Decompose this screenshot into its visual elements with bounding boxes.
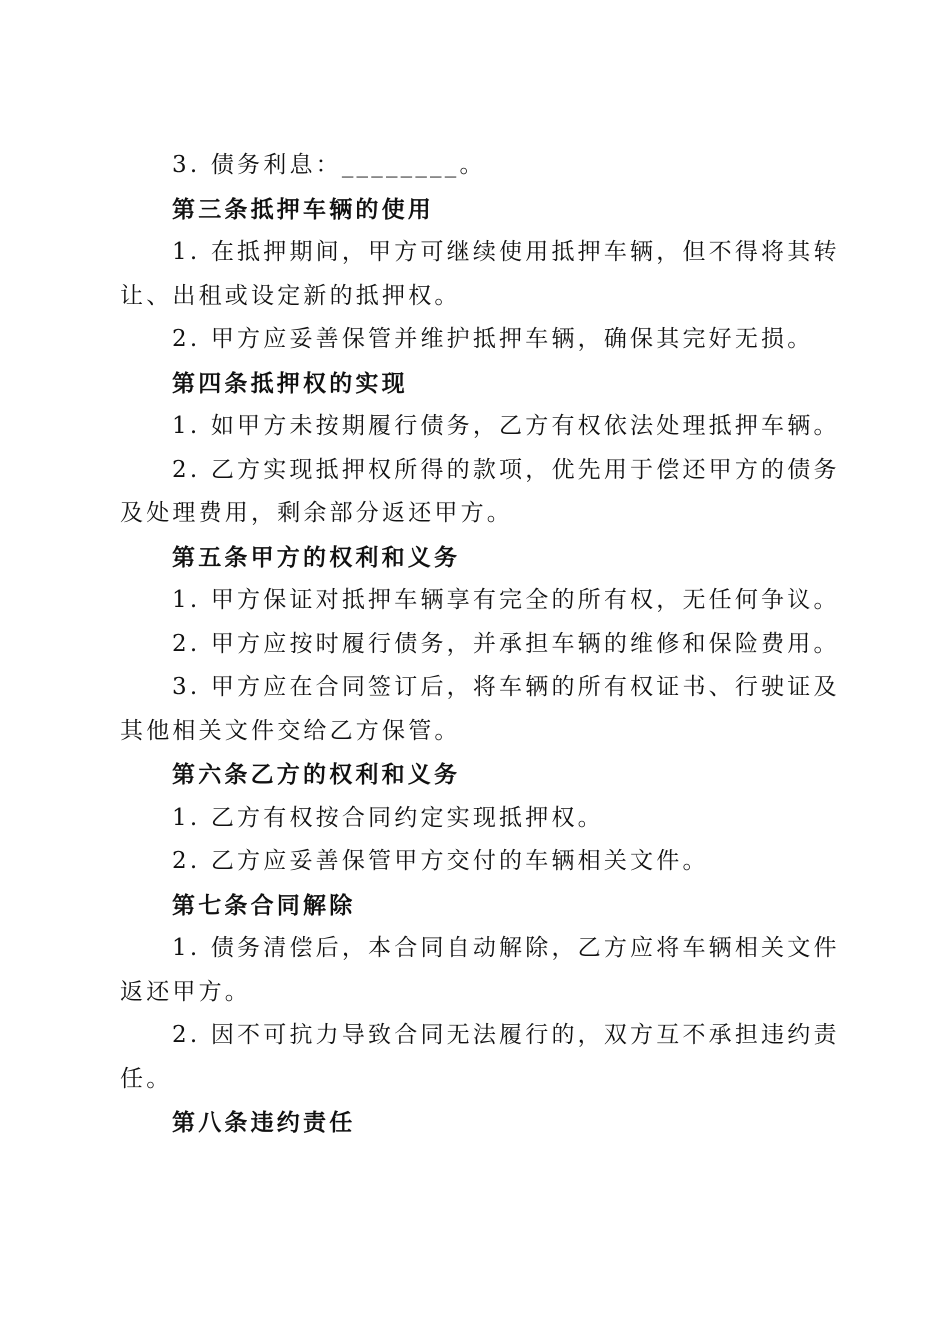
- article-4-item-2-cont: 及处理费用，剩余部分返还甲方。: [120, 500, 513, 526]
- article-3-item-1: 1. 在抵押期间，甲方可继续使用抵押车辆，但不得将其转: [172, 239, 840, 265]
- article-7-item-2: 2. 因不可抗力导致合同无法履行的，双方互不承担违约责: [172, 1022, 840, 1048]
- article-5-heading: 第五条甲方的权利和义务: [172, 543, 461, 571]
- article-3-heading: 第三条抵押车辆的使用: [172, 195, 434, 223]
- article-8-heading: 第八条违约责任: [172, 1109, 356, 1136]
- article-4-item-1: 1. 如甲方未按期履行债务，乙方有权依法处理抵押车辆。: [172, 413, 840, 439]
- article-4-heading: 第四条抵押权的实现: [172, 369, 408, 397]
- article-7-item-2-cont: 任。: [120, 1065, 173, 1092]
- article-5-item-1: 1. 甲方保证对抵押车辆享有完全的所有权，无任何争议。: [172, 587, 840, 613]
- document-body: [120, 144, 840, 1145]
- article-5-item-3-cont: 其他相关文件交给乙方保管。: [120, 717, 461, 744]
- article-6-item-1: 1. 乙方有权按合同约定实现抵押权。: [172, 804, 604, 831]
- clause-3-item-3: 3. 债务利息：________。: [172, 152, 486, 178]
- article-3-item-2: 2. 甲方应妥善保管并维护抵押车辆，确保其完好无损。: [172, 326, 814, 352]
- article-7-heading: 第七条合同解除: [172, 891, 356, 919]
- article-7-item-1-cont: 返还甲方。: [120, 978, 251, 1005]
- article-4-item-2: 2. 乙方实现抵押权所得的款项，优先用于偿还甲方的债务: [172, 456, 840, 483]
- article-5-item-3: 3. 甲方应在合同签订后，将车辆的所有权证书、行驶证及: [172, 674, 840, 700]
- article-5-item-2: 2. 甲方应按时履行债务，并承担车辆的维修和保险费用。: [172, 630, 840, 657]
- article-6-heading: 第六条乙方的权利和义务: [172, 761, 461, 788]
- article-3-item-1-cont: 让、出租或设定新的抵押权。: [120, 282, 461, 309]
- article-7-item-1: 1. 债务清偿后，本合同自动解除，乙方应将车辆相关文件: [172, 935, 840, 961]
- article-6-item-2: 2. 乙方应妥善保管甲方交付的车辆相关文件。: [172, 848, 709, 874]
